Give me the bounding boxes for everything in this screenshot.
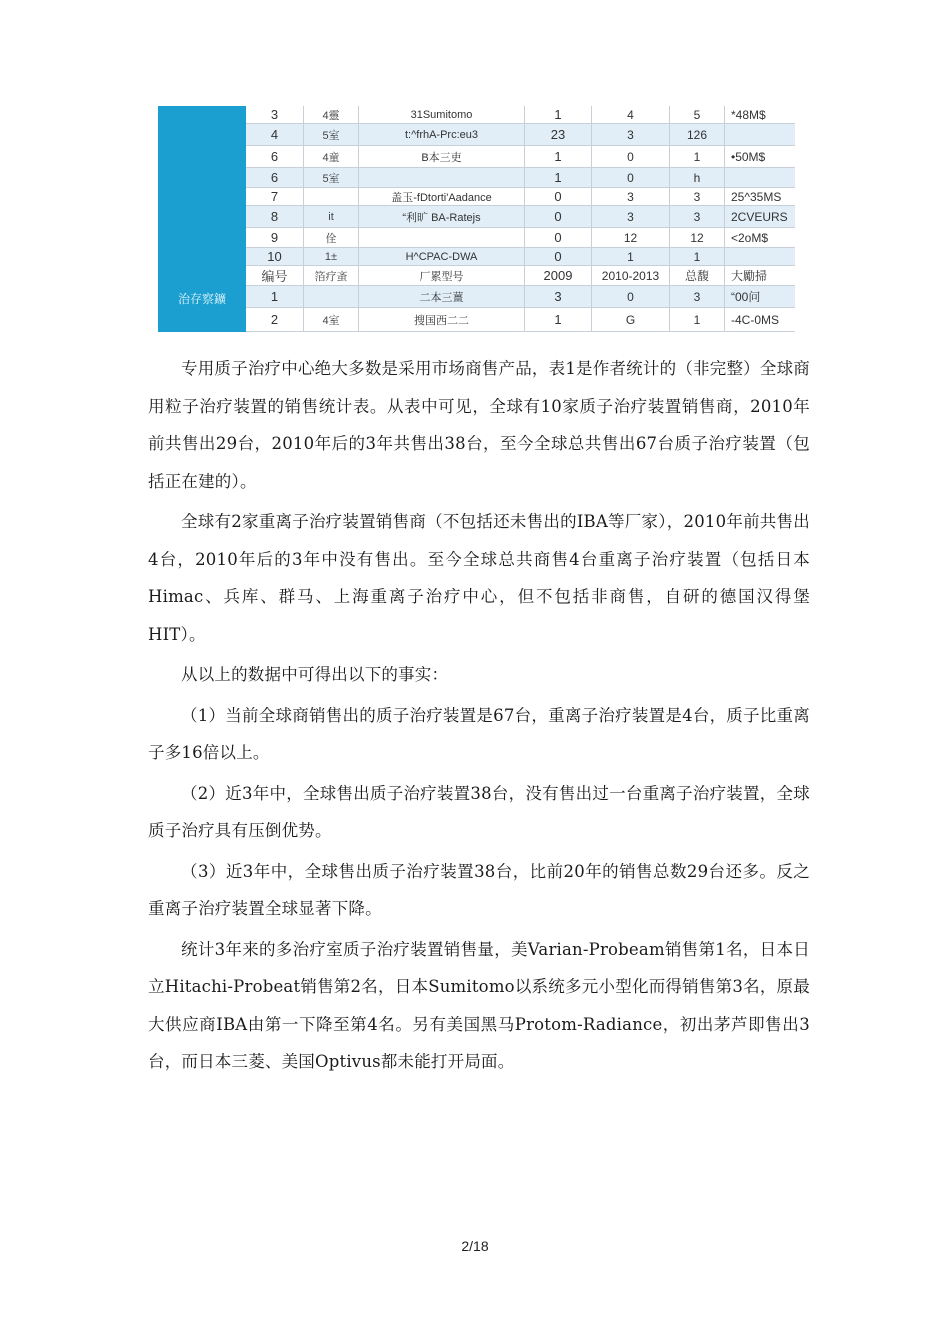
table-row [246,286,795,308]
table-cell: 12 [670,228,725,247]
table-cell: 126 [670,124,725,145]
table-row [246,188,795,206]
table-cell: t:^frhA-Prc:eu3 [359,124,525,145]
table-cell: 3 [670,286,725,307]
table-cell: 23 [525,124,592,145]
table-cell: 0 [525,206,592,227]
table-cell: *48M$ [731,107,766,122]
table-cell: 3 [592,188,670,205]
table-cell [304,188,359,205]
table-cell: •50M$ [731,149,766,164]
table-cell: 7 [246,188,304,205]
paragraph: （1）当前全球商销售出的质子治疗装置是67台，重离子治疗装置是4台，质子比重离子多16倍以上。 [148,705,810,762]
paragraph: 从以上的数据中可得出以下的事实： [181,665,449,684]
table-cell: 10 [246,248,304,265]
table-sidebar [158,106,246,332]
table-cell: 1 [592,248,670,265]
table-cell: 1 [670,146,725,167]
table-cell [359,228,525,247]
table-cell: 0 [525,228,592,247]
table-cell: 搜国西二二 [359,308,525,331]
table-cell: 0 [592,146,670,167]
table-cell [725,248,795,265]
table-cell: 1 [670,248,725,265]
sidebar-label: 治存察鑛 [177,292,226,306]
paragraph: 全球有2家重离子治疗装置销售商（不包括还未售出的IBA等厂家），2010年前共售出4台，2010年后的3年中没有售出。至今全球总共商售4台重离子治疗装置（包括日本Himac、兵库、群马、上海重离子治疗中心，但不包括非商售，自研的德国汉得堡HIT）。 [148,512,810,644]
table-cell: H^CPAC-DWA [359,248,525,265]
body-text [148,350,810,1084]
table-cell: 2 [246,308,304,331]
table-cell [725,124,795,145]
table-cell: G [592,308,670,331]
table-cell: 4靈 [304,106,359,123]
table-cell: 1± [304,248,359,265]
paragraph: （2）近3年中，全球售出质子治疗装置38台，没有售出过一台重离子治疗装置，全球质子治疗具有压倒优势。 [148,783,810,840]
table-cell: 大勵掃 [731,269,768,283]
table-cell: 3 [670,206,725,227]
table-cell: 0 [592,286,670,307]
table-cell: 2009 [525,266,592,285]
table-cell: it [304,206,359,227]
table-row [246,168,795,188]
table-cell: 4 [246,124,304,145]
table-cell: 1 [525,146,592,167]
table-cell: 3 [670,188,725,205]
page-number: 2/18 [461,1238,489,1254]
table-row [246,206,795,228]
table-cell: 3 [525,286,592,307]
table-cell: 厂累型号 [359,266,525,285]
table-cell: 12 [592,228,670,247]
table-row [246,308,795,332]
table-cell: 盖玉-fDtorti'Aadance [359,188,525,205]
table-cell: 9 [246,228,304,247]
table-cell: 3 [592,124,670,145]
table-row [246,146,795,168]
table-cell [725,168,795,187]
table-cell: <2oM$ [731,230,769,245]
table-cell: B本三吏 [359,146,525,167]
table-cell: 6 [246,146,304,167]
table-cell: 4室 [304,308,359,331]
table-cell: 二本三薑 [359,286,525,307]
table-row [246,106,795,124]
paragraph: 专用质子治疗中心绝大多数是采用市场商售产品，表1是作者统计的（非完整）全球商用粒子治疗装置的销售统计表。从表中可见，全球有10家质子治疗装置销售商，2010年前共售出29台，2010年后的3年共售出38台，至今全球总共售出67台质子治疗装置（包括正在建的）。 [148,359,810,491]
table-cell: 6 [246,168,304,187]
table-cell: 5 [670,106,725,123]
table-cell: 1 [525,106,592,123]
paragraph: 统计3年来的多治疗室质子治疗装置销售量，美Varian-Probeam销售第1名，日本日立Hitachi-Probeat销售第2名，日本Sumitomo以系统多元小型化而得销售第3名，原最大供应商IBA由第一下降至第4名。另有美国黑马Protom-Radiance，初出茅芦即售出3台，而日本三菱、美国Optivus都未能打开局面。 [148,939,810,1071]
table-cell: 3 [246,106,304,123]
table-cell: 0 [525,188,592,205]
table-cell [304,286,359,307]
paragraph: （3）近3年中，全球售出质子治疗装置38台，比前20年的销售总数29台还多。反之重离子治疗装置全球显著下降。 [148,861,810,918]
table-cell: “利旷 BA-Ratejs [359,206,525,227]
table-cell: 1 [525,168,592,187]
table-cell: 5室 [304,168,359,187]
table-cell: 2CVEURS [731,209,788,224]
table-cell: 佺 [304,228,359,247]
table-cell: 1 [525,308,592,331]
table-cell: 2010-2013 [592,266,670,285]
table-cell: 0 [525,248,592,265]
table-cell: 8 [246,206,304,227]
table-cell: “00问 [731,290,761,304]
table-row [246,124,795,146]
table-cell: 31Sumitomo [359,106,525,123]
table-cell: h [670,168,725,187]
table-cell: -4C-0MS [731,312,780,327]
table-row [246,248,795,266]
table-cell: 25^35MS [731,189,782,204]
table-cell: 总馥 [670,266,725,285]
table-cell [359,168,525,187]
sales-table [158,106,795,332]
table-row [246,266,795,286]
table-grid [246,106,795,332]
table-cell: 1 [670,308,725,331]
table-cell: 1 [246,286,304,307]
table-cell: 3 [592,206,670,227]
table-cell: 0 [592,168,670,187]
table-row [246,228,795,248]
table-cell: 5室 [304,124,359,145]
table-cell: 4 [592,106,670,123]
table-cell: 4童 [304,146,359,167]
table-cell: 箔疗蚉 [304,266,359,285]
table-cell: 编号 [246,266,304,285]
